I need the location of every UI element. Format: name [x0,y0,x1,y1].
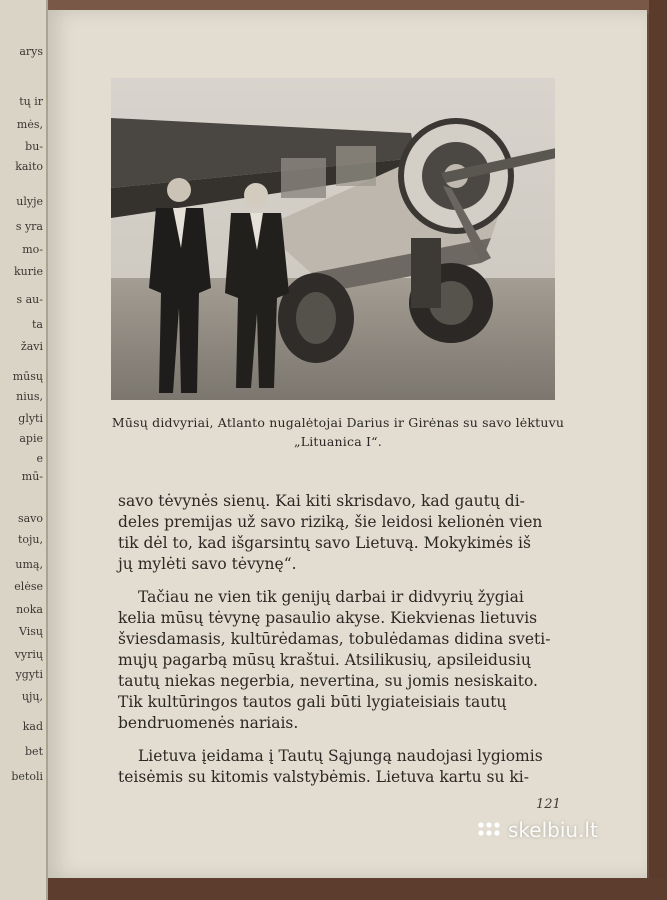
previous-page-text-fragment: umą, [15,558,43,571]
previous-page-text-fragment: s yra [15,220,43,233]
text-line: kelia mūsų tėvynę pasaulio akyse. Kiekvienas lietuvis [118,609,538,627]
photo-caption: Mūsų didvyriai, Atlanto nugalėtojai Darius ir Girėnas su savo lėktuvu „Lituanica I“. [111,415,565,449]
previous-page-text-fragment: betoli [11,770,43,783]
text-line: jų mylėti savo tėvynę“. [118,555,297,573]
previous-page-text-fragment: glyti [18,412,43,425]
watermark [476,818,598,842]
previous-page-text-fragment: elėse [14,580,43,593]
previous-page-text-fragment: mės, [16,118,43,131]
airplane-photo [111,78,555,400]
previous-page-text-fragment: kurie [13,265,43,278]
previous-page-text-fragment: kad [22,720,43,733]
text-line: teisėmis su kitomis valstybėmis. Lietuva kartu su ki- [118,768,529,786]
text-line: bendruomenės nariais. [118,714,299,732]
previous-page-text-fragment: s au- [16,293,43,306]
previous-page-text-fragment: vyrių [14,648,43,661]
previous-page-text-fragment: ųjų, [21,690,43,703]
body-text [118,491,578,800]
previous-page-text-fragment: arys [19,45,43,58]
paragraph-2 [118,587,578,734]
previous-page-text-fragment: apie [19,432,43,445]
paragraph-3 [118,746,578,788]
previous-page-text-fragment: žavi [20,340,43,353]
previous-page-text-fragment: e [36,452,43,465]
text-line: šviesdamasis, kultūrėdamas, tobulėdamas didina sveti- [118,630,551,648]
book-cover-edge [649,0,667,900]
previous-page-edge [0,0,48,900]
text-line: deles premijas už savo riziką, šie leidosi kelionėn vien [118,513,543,531]
previous-page-text-fragment: bet [25,745,43,758]
previous-page-text-fragment: Visų [19,625,43,638]
previous-page-text-fragment: mū- [21,470,43,483]
previous-page-text-fragment: tų ir [19,95,43,108]
previous-page-text-fragment: nius, [16,390,43,403]
dots-logo-icon [476,820,502,840]
previous-page-text-fragment: noka [16,603,43,616]
text-line: savo tėvynės sienų. Kai kiti skrisdavo, kad gautų di- [118,492,525,510]
previous-page-text-fragment: mo- [22,243,43,256]
paragraph-1 [118,491,578,575]
text-line: tik dėl to, kad išgarsintų savo Lietuvą. Mokykimės iš [118,534,531,552]
previous-page-text-fragment: ulyje [16,195,43,208]
previous-page-text-fragment: kaito [15,160,43,173]
page-number: 121 [536,797,561,812]
book-cover-bottom [0,878,667,900]
previous-page-text-fragment: ta [32,318,43,331]
text-line: mųjų pagarbą mūsų kraštui. Atsilikusių, apsileidusių [118,651,531,669]
previous-page-text-fragment: mūsų [12,370,43,383]
text-line: Tik kultūringos tautos gali būti lygiateisiais tautų [118,693,507,711]
text-line: tautų niekas negerbia, nevertina, su jomis nesiskaito. [118,672,538,690]
book-page [48,10,647,878]
previous-page-text-fragment: bu- [25,140,43,153]
text-line: Tačiau ne vien tik genijų darbai ir didvyrių žygiai [138,588,524,606]
previous-page-text-fragment: toju, [17,533,43,546]
text-line: Lietuva įeidama į Tautų Sąjungą naudojasi lygiomis [138,747,543,765]
watermark-text: skelbiu.lt [508,818,598,842]
previous-page-text-fragment: ygyti [15,668,43,681]
airplane-photo-image [111,78,555,400]
previous-page-text-fragment: savo [17,512,43,525]
